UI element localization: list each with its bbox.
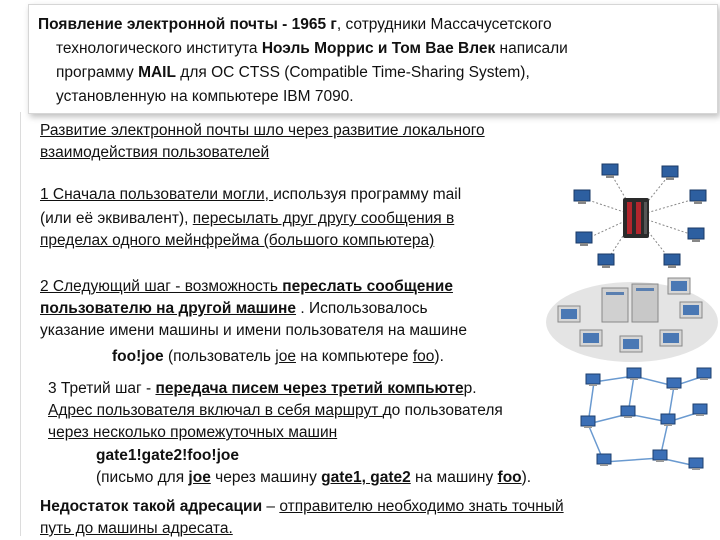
slide-border <box>20 112 29 536</box>
step3-gates: gate1, gate2 <box>321 469 411 486</box>
intro-authors: Ноэль Моррис и Том Вае Влек <box>261 40 496 57</box>
step3-text: ). <box>521 469 532 486</box>
intro-line-1 <box>38 14 552 35</box>
step2-line-4 <box>112 346 444 367</box>
step3-text: 3 Третий шаг - <box>48 380 156 397</box>
step2-host: foo <box>412 348 435 365</box>
intro-line-4 <box>56 86 354 107</box>
step2-user: joe <box>275 348 296 365</box>
intro-line-2 <box>56 38 568 59</box>
step2-text: на компьютере <box>295 348 413 365</box>
dev-line-1: Развитие электронной почты шло через развитие локального <box>40 122 485 139</box>
flaw-heading: Недостаток такой адресации <box>40 498 263 515</box>
step2-line-2 <box>40 298 428 319</box>
intro-text: для ОС CTSS (Compatible Time-Sharing System), <box>175 64 530 81</box>
step2-address: foo!joe <box>112 348 164 365</box>
step3-emphasis: передача писем через третий компьюте <box>155 380 464 397</box>
intro-line-3 <box>56 62 530 83</box>
step1-line-3: пределах одного мейнфрейма (большого компьютера) <box>40 232 435 249</box>
intro-text: , сотрудники Массачусетского <box>336 16 552 33</box>
step2-text: (пользователь <box>163 348 276 365</box>
step3-text: (письмо для <box>96 469 189 486</box>
dev-line-2: взаимодействия пользователей <box>40 144 270 161</box>
routed-network-image <box>574 362 720 488</box>
step3-text: на машину <box>410 469 498 486</box>
intro-text: написали <box>495 40 568 57</box>
step3-line-5 <box>96 467 531 488</box>
flaw-line-2: путь до машины адресата. <box>40 520 233 537</box>
step1-text: пересылать друг другу сообщения в <box>192 210 455 227</box>
flaw-text: – <box>262 498 280 515</box>
step2-emphasis: переслать сообщение <box>282 278 453 295</box>
step3-text: р. <box>463 380 477 397</box>
step2-line-3: указание имени машины и имени пользователя на машине <box>40 322 467 339</box>
step3-user: joe <box>188 469 211 486</box>
intro-text: программу <box>56 64 139 81</box>
step3-host: foo <box>497 469 522 486</box>
step3-address: gate1!gate2!foo!joe <box>96 447 239 464</box>
intro-heading: Появление электронной почты - 1965 г <box>38 16 337 33</box>
step2-text: . Использовалось <box>296 300 428 317</box>
mainframe-icon <box>623 198 649 238</box>
step1-text: (или её эквивалент), <box>40 210 193 227</box>
intro-text: установленную на компьютере IBM 7090. <box>56 88 354 105</box>
step3-text: до пользователя <box>382 402 503 419</box>
step1-line-1 <box>40 184 461 205</box>
step3-text: Адрес пользователя включал в себя маршрут <box>48 402 383 419</box>
step1-line-2 <box>40 208 454 229</box>
step2-text: ). <box>434 348 444 365</box>
step3-line-2 <box>48 400 503 421</box>
step3-text: через машину <box>210 469 322 486</box>
step2-emphasis: пользователю на другой машине <box>40 300 297 317</box>
mainframe-network-image <box>560 158 720 276</box>
step2-line-1 <box>40 276 453 297</box>
computer-cluster-image <box>540 270 720 370</box>
intro-text: технологического института <box>56 40 262 57</box>
step1-text: используя программу mail <box>273 186 462 203</box>
step3-line-3: через несколько промежуточных машин <box>48 424 338 441</box>
step3-line-1 <box>48 378 477 399</box>
intro-program: MAIL <box>138 64 176 81</box>
step2-text: 2 Следующий шаг - возможность <box>40 278 283 295</box>
step1-text: 1 Сначала пользователи могли, <box>40 186 274 203</box>
flaw-text: отправителю необходимо знать точный <box>279 498 564 515</box>
flaw-line-1 <box>40 496 564 517</box>
